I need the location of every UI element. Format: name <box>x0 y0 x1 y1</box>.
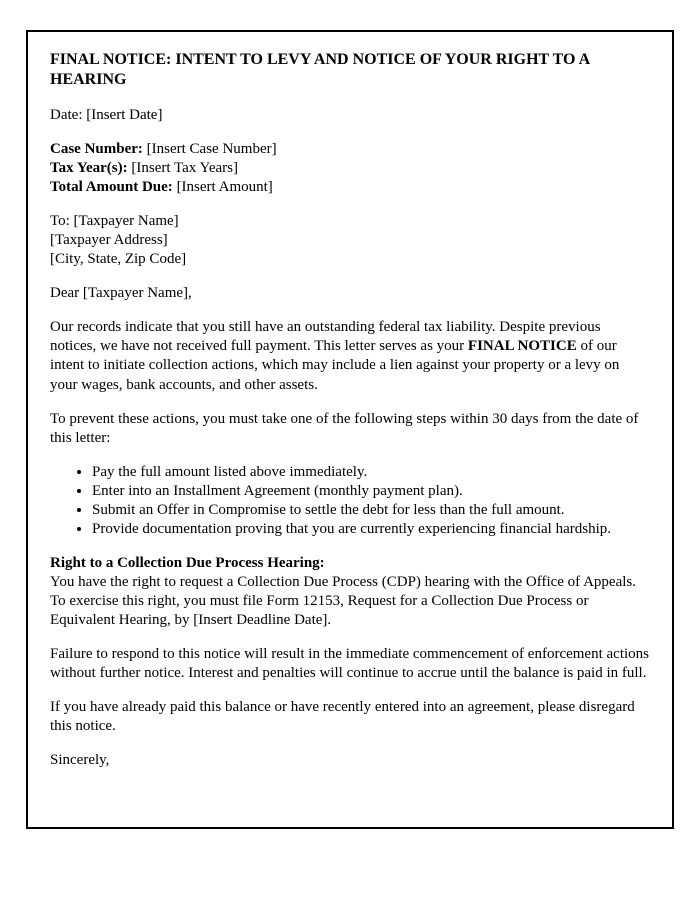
tax-years-value: [Insert Tax Years] <box>131 160 238 177</box>
letter-title: FINAL NOTICE: INTENT TO LEVY AND NOTICE OF YOUR RIGHT TO A HEARING <box>50 51 590 88</box>
paragraph-records <box>50 318 650 394</box>
date-line: Date: [Insert Date] <box>50 107 163 123</box>
total-amount-value: [Insert Amount] <box>176 179 273 196</box>
list-item: • Provide documentation proving that you are currently experiencing financial hardship. <box>92 520 650 539</box>
paragraph-failure-to-respond: Failure to respond to this notice will result in the immediate commencement of enforcement actions without further notice. Interest and penalties will continue to accrue until the balance is paid in full. <box>50 646 649 682</box>
list-item: • Enter into an Installment Agreement (monthly payment plan). <box>92 482 650 501</box>
paragraph-records-post: of our intent to initiate collection actions, which may include a lien against your property or a levy on your wages, bank accounts, and other assets. <box>50 338 620 393</box>
paragraph-records-pre: Our records indicate that you still have an outstanding federal tax liability. Despite previous notices, we have not received full payment. This letter serves as your <box>50 319 601 355</box>
recipient-city-line: [City, State, Zip Code] <box>50 251 187 268</box>
cdp-heading: Right to a Collection Due Process Hearing: <box>50 554 325 571</box>
case-info-block <box>50 140 650 197</box>
salutation: Dear [Taxpayer Name], <box>50 285 192 302</box>
cdp-body: You have the right to request a Collection Due Process (CDP) hearing with the Office of Appeals. To exercise this right, you must file Form 12153, Request for a Collection Due Process or Equivalent Hearing, by [Insert Deadline Date]. <box>50 573 636 628</box>
total-amount-label: Total Amount Due: <box>50 179 173 196</box>
recipient-name-line: To: [Taxpayer Name] <box>50 213 179 230</box>
tax-years-label: Tax Year(s): <box>50 160 128 177</box>
total-amount-line <box>50 178 650 197</box>
list-item: • Pay the full amount listed above immediately. <box>92 463 650 482</box>
paragraph-already-paid: If you have already paid this balance or have recently entered into an agreement, please disregard this notice. <box>50 699 635 735</box>
letter-document <box>26 30 674 829</box>
case-number-label: Case Number: <box>50 141 143 158</box>
recipient-address-line: [Taxpayer Address] <box>50 232 168 249</box>
case-number-value: [Insert Case Number] <box>146 141 277 158</box>
closing: Sincerely, <box>50 752 110 769</box>
case-number-line <box>50 140 650 159</box>
list-item: • Submit an Offer in Compromise to settle the debt for less than the full amount. <box>92 501 650 520</box>
paragraph-prevent-actions: To prevent these actions, you must take one of the following steps within 30 days from the date of this letter: <box>50 410 639 446</box>
final-notice-emphasis: FINAL NOTICE <box>467 338 577 355</box>
tax-years-line <box>50 159 650 178</box>
options-list <box>50 463 650 539</box>
recipient-block <box>50 212 650 269</box>
cdp-section <box>50 554 650 630</box>
